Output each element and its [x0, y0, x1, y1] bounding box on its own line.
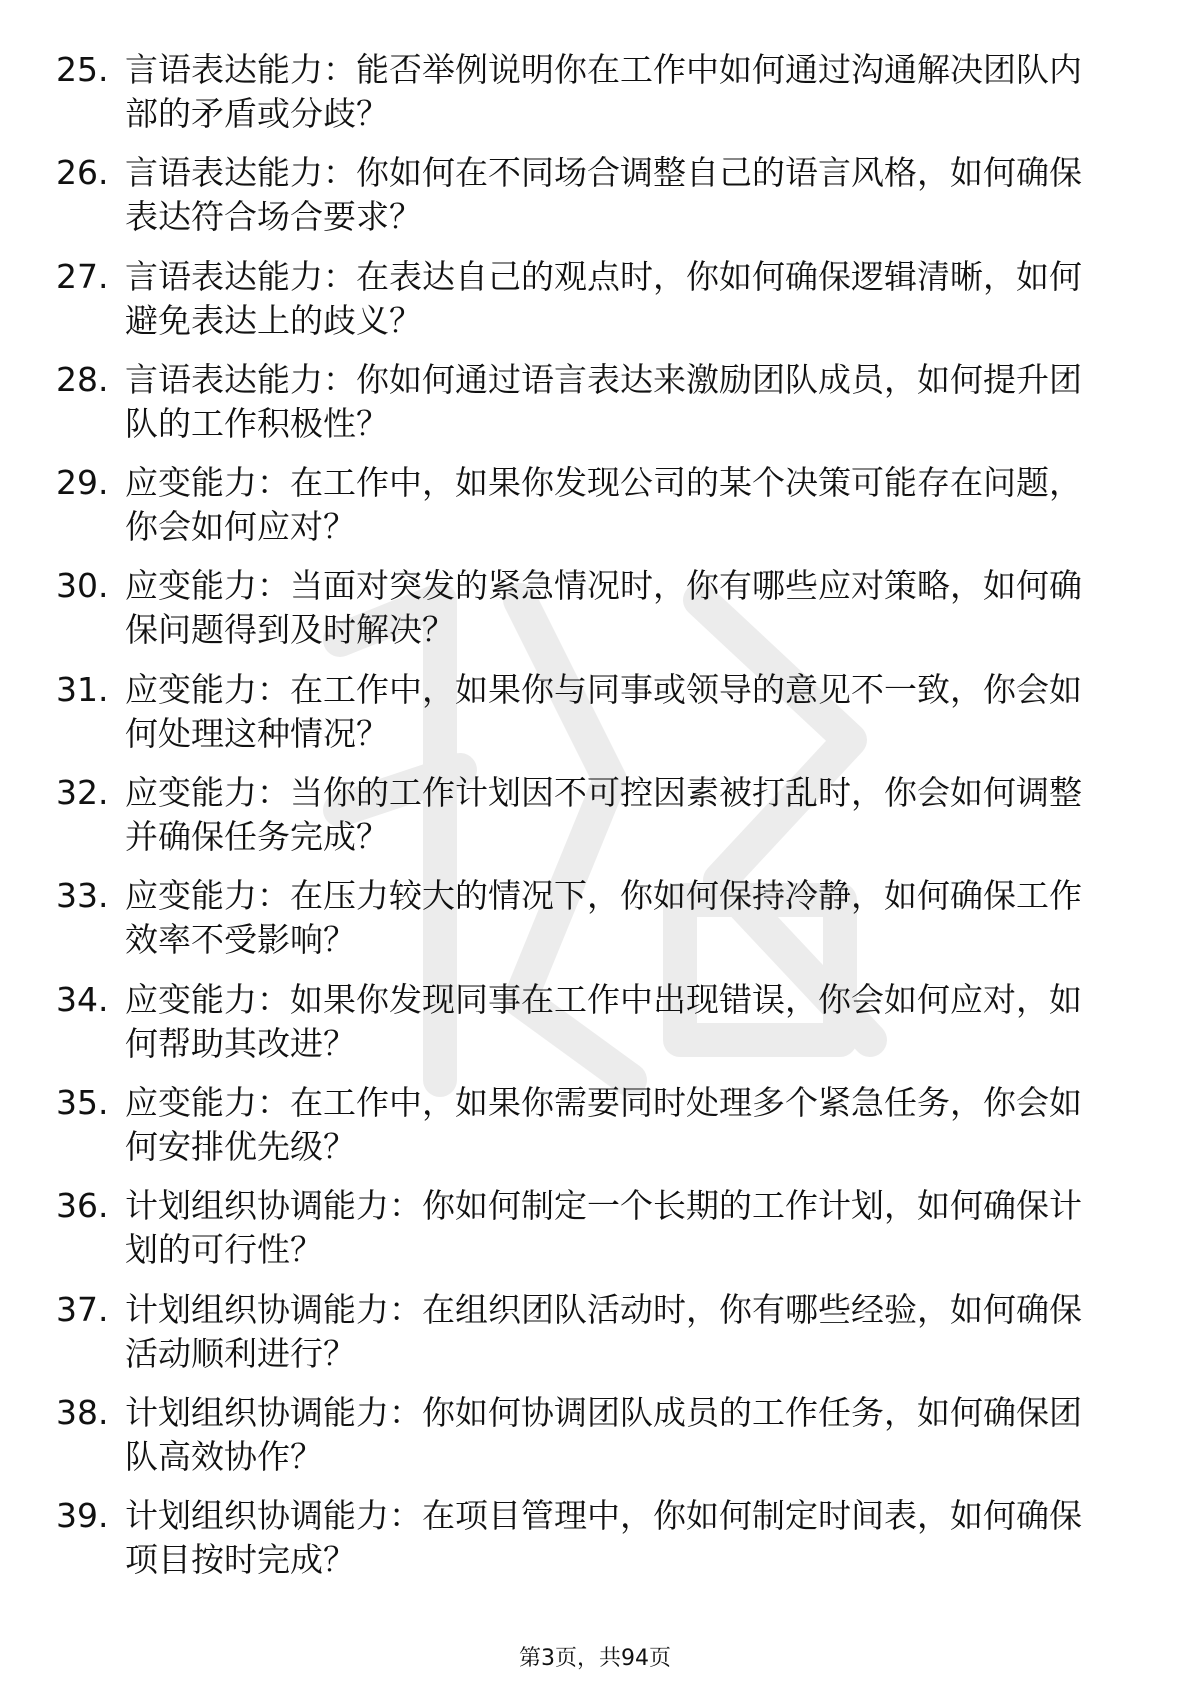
question-item [56, 874, 1116, 977]
question-list [56, 48, 1116, 1597]
question-text: 应变能力：当面对突发的紧急情况时，你有哪些应对策略，如何确保问题得到及时解决？ [125, 566, 1082, 650]
question-item [56, 771, 1116, 874]
question-text: 应变能力：在工作中，如果你需要同时处理多个紧急任务，你会如何安排优先级？ [125, 1082, 1082, 1166]
question-text: 言语表达能力：能否举例说明你在工作中如何通过沟通解决团队内部的矛盾或分歧？ [125, 50, 1082, 133]
question-item [56, 358, 1116, 461]
question-number: 32. [56, 773, 109, 813]
question-text: 计划组织协调能力：在项目管理中，你如何制定时间表，如何确保项目按时完成？ [125, 1496, 1082, 1580]
question-item [56, 564, 1116, 667]
question-number: 33. [56, 876, 109, 916]
question-item [56, 978, 1116, 1081]
question-text: 计划组织协调能力：你如何制定一个长期的工作计划，如何确保计划的可行性？ [125, 1186, 1082, 1270]
question-number: 26. [56, 153, 109, 193]
question-number: 30. [56, 566, 109, 606]
question-text: 应变能力：在压力较大的情况下，你如何保持冷静，如何确保工作效率不受影响？ [125, 876, 1082, 960]
question-number: 34. [56, 979, 109, 1019]
question-item [56, 461, 1116, 564]
question-item [56, 255, 1116, 358]
question-item [56, 1184, 1116, 1287]
question-text: 计划组织协调能力：你如何协调团队成员的工作任务，如何确保团队高效协作？ [125, 1392, 1082, 1476]
question-number: 36. [56, 1186, 109, 1226]
question-number: 28. [56, 359, 109, 399]
question-item [56, 1494, 1116, 1597]
question-number: 35. [56, 1082, 109, 1122]
question-text: 应变能力：在工作中，如果你与同事或领导的意见不一致，你会如何处理这种情况？ [125, 669, 1082, 753]
question-text: 应变能力：当你的工作计划因不可控因素被打乱时，你会如何调整并确保任务完成？ [125, 773, 1082, 857]
question-item [56, 48, 1116, 151]
question-text: 言语表达能力：你如何在不同场合调整自己的语言风格，如何确保表达符合场合要求？ [125, 153, 1082, 237]
question-item [56, 668, 1116, 771]
page-footer: 第3页，共94页 [519, 1646, 671, 1671]
question-item [56, 1391, 1116, 1494]
question-text: 应变能力：如果你发现同事在工作中出现错误，你会如何应对，如何帮助其改进？ [125, 979, 1082, 1063]
question-number: 29. [56, 463, 109, 503]
question-number: 25. [56, 50, 109, 89]
question-item [56, 151, 1116, 254]
question-text: 言语表达能力：在表达自己的观点时，你如何确保逻辑清晰，如何避免表达上的歧义？ [125, 256, 1082, 340]
question-item [56, 1081, 1116, 1184]
question-number: 37. [56, 1289, 109, 1329]
question-item [56, 1288, 1116, 1391]
question-number: 31. [56, 669, 109, 709]
question-text: 应变能力：在工作中，如果你发现公司的某个决策可能存在问题，你会如何应对？ [125, 463, 1082, 547]
question-number: 27. [56, 256, 109, 296]
question-number: 39. [56, 1496, 109, 1536]
question-number: 38. [56, 1392, 109, 1432]
question-text: 计划组织协调能力：在组织团队活动时，你有哪些经验，如何确保活动顺利进行？ [125, 1289, 1082, 1373]
question-text: 言语表达能力：你如何通过语言表达来激励团队成员，如何提升团队的工作积极性？ [125, 359, 1082, 443]
